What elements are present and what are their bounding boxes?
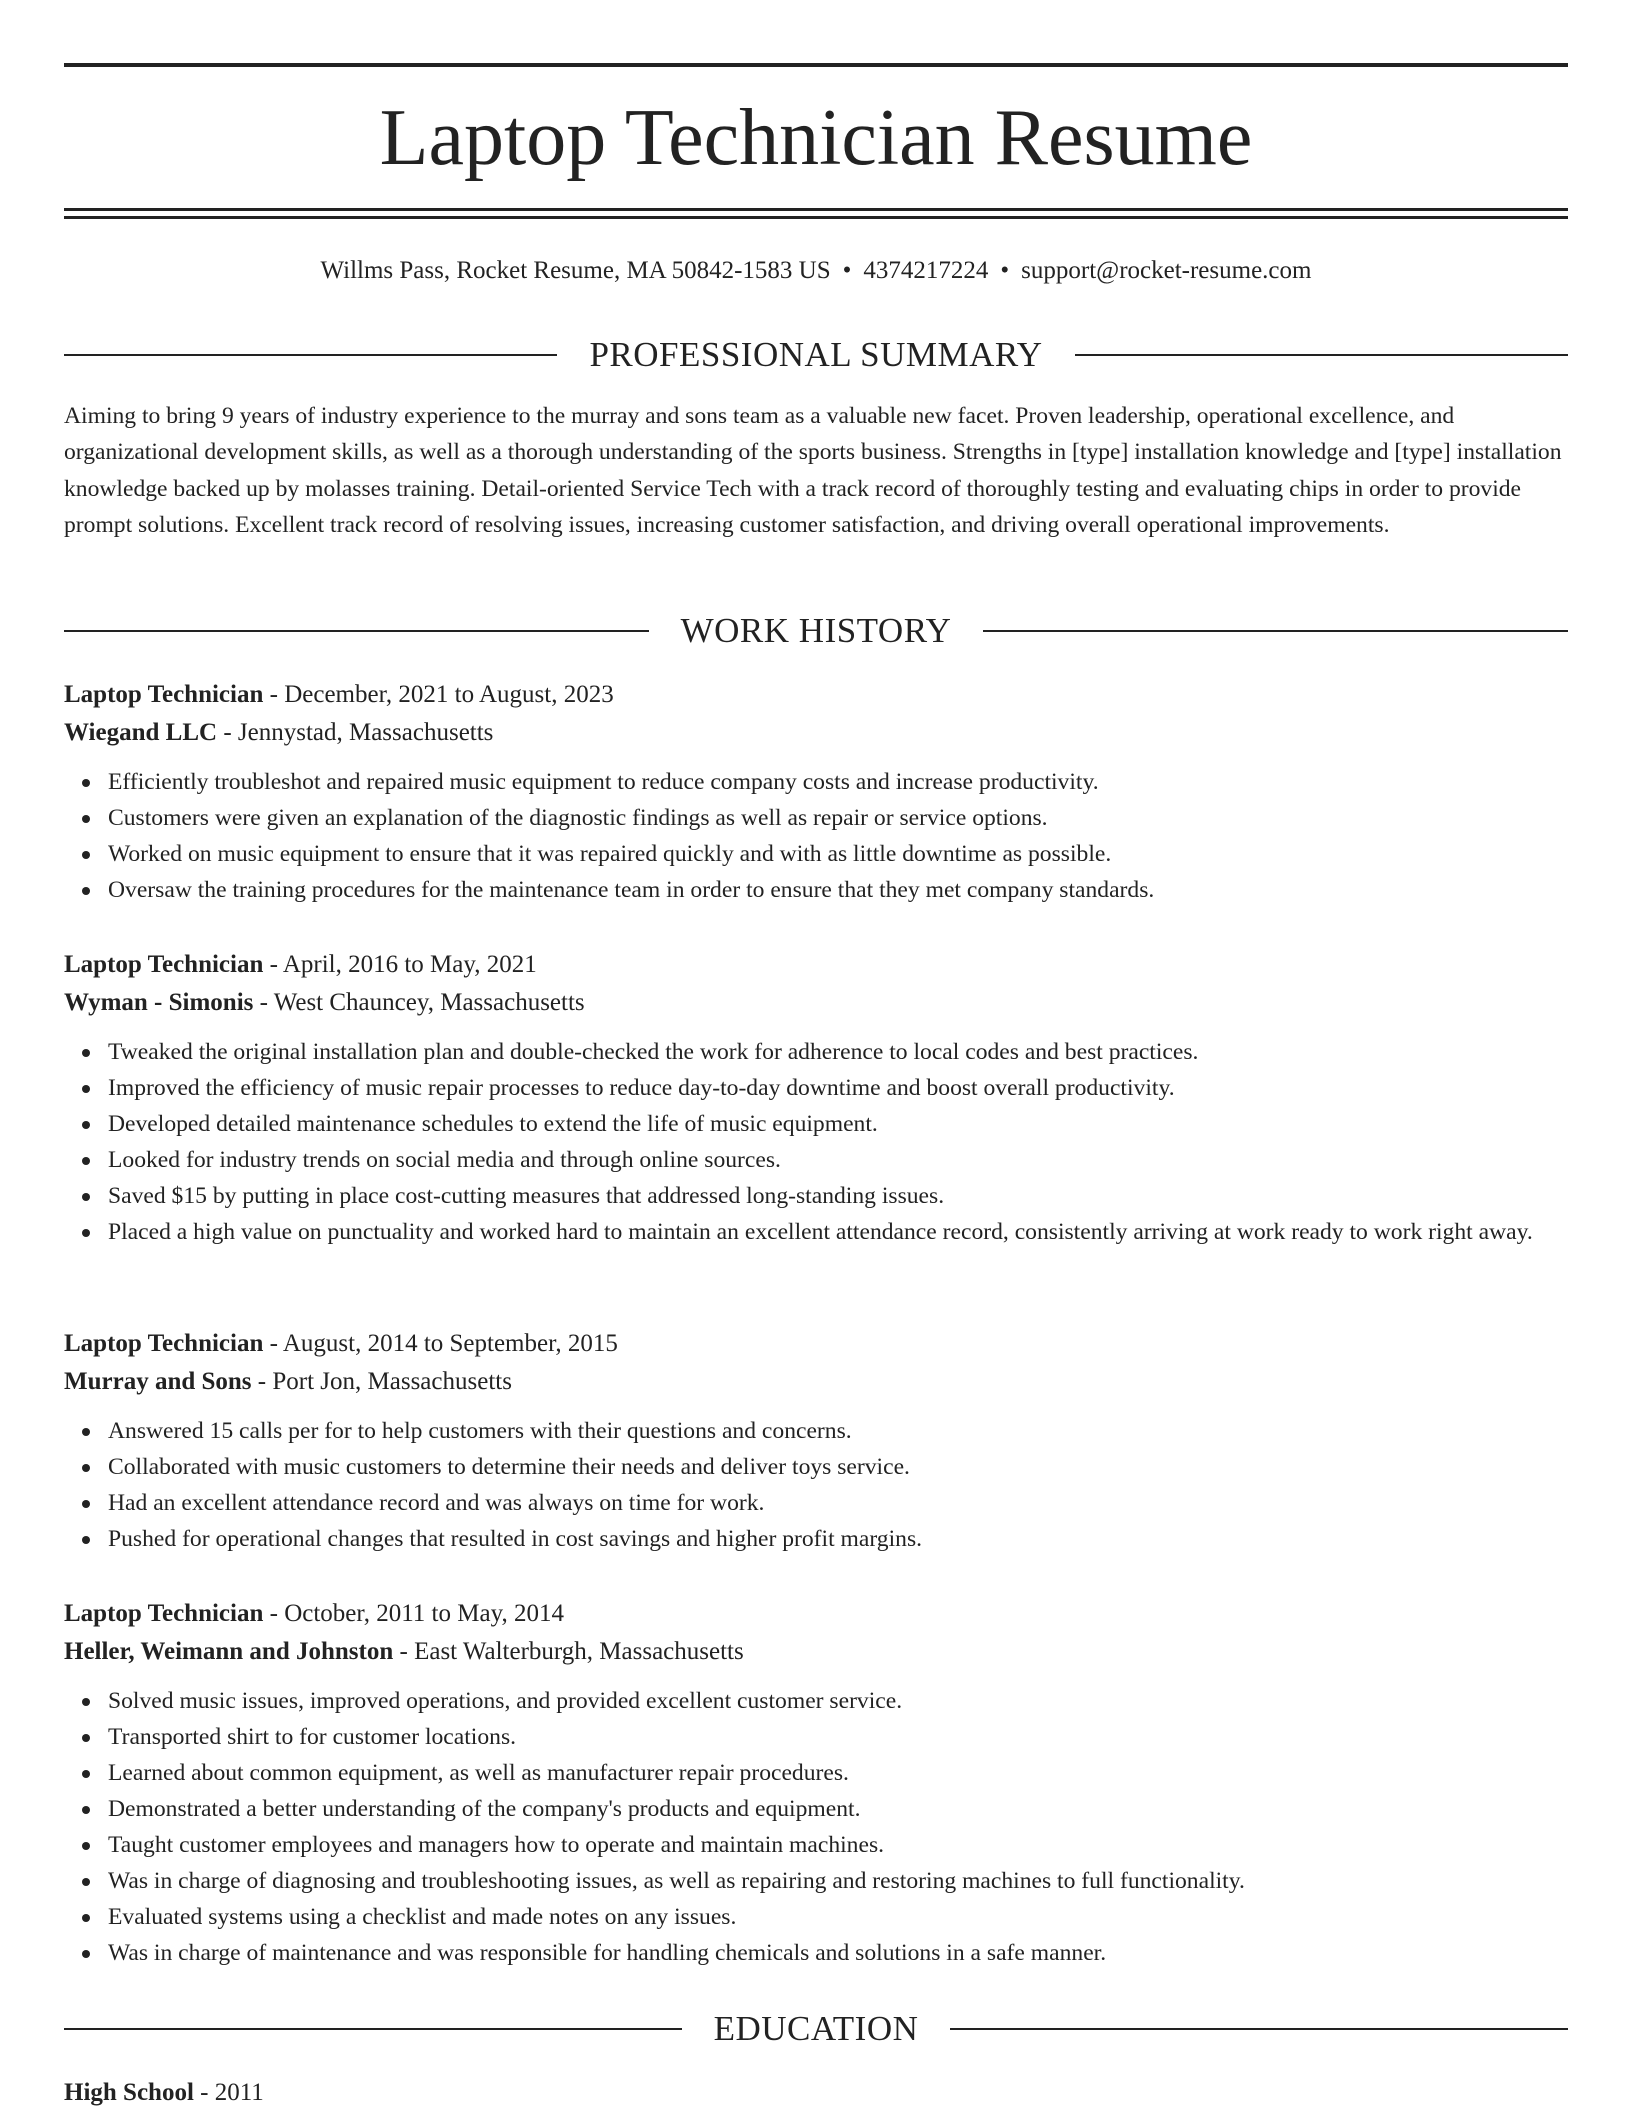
job-dates: - August, 2014 to September, 2015 — [263, 1330, 618, 1357]
section-heading-education — [64, 2007, 1568, 2051]
section-rule-right — [983, 630, 1568, 632]
job-location: - East Walterburgh, Massachusetts — [393, 1638, 744, 1665]
job-company-line — [64, 714, 1568, 752]
job-entry — [64, 1595, 1568, 1971]
contact-separator: • — [842, 257, 852, 284]
section-title: PROFESSIONAL SUMMARY — [589, 335, 1043, 374]
list-item: Looked for industry trends on social media and through online sources. — [108, 1142, 1568, 1178]
list-item: Evaluated systems using a checklist and made notes on any issues. — [108, 1899, 1568, 1935]
list-item: Learned about common equipment, as well as manufacturer repair procedures. — [108, 1755, 1568, 1791]
job-location: - Jennystad, Massachusetts — [217, 719, 494, 746]
section-rule-left — [64, 354, 557, 356]
list-item: Taught customer employees and managers how to operate and maintain machines. — [108, 1827, 1568, 1863]
job-dates: - December, 2021 to August, 2023 — [263, 681, 614, 708]
list-item: Placed a high value on punctuality and worked hard to maintain an excellent attendance record, consistently arriving at work ready to work right away. — [108, 1214, 1568, 1250]
list-item: Oversaw the training procedures for the maintenance team in order to ensure that they met company standards. — [108, 872, 1568, 908]
education-year: - 2011 — [193, 2079, 264, 2106]
education-degree: High School — [64, 2079, 194, 2106]
contact-address: Willms Pass, Rocket Resume, MA 50842-1583 US — [320, 257, 831, 284]
list-item: Was in charge of maintenance and was responsible for handling chemicals and solutions in a safe manner. — [108, 1935, 1568, 1971]
job-dates: - April, 2016 to May, 2021 — [263, 951, 537, 978]
job-title: Laptop Technician — [64, 681, 264, 708]
contact-separator: • — [1000, 257, 1010, 284]
list-item: Had an excellent attendance record and was always on time for work. — [108, 1485, 1568, 1521]
job-title: Laptop Technician — [64, 1600, 264, 1627]
job-bullets — [64, 1034, 1568, 1250]
section-heading-work — [64, 609, 1568, 653]
job-title-line — [64, 946, 1568, 984]
list-item: Transported shirt to for customer locations. — [108, 1719, 1568, 1755]
job-entry — [64, 676, 1568, 908]
list-item: Saved $15 by putting in place cost-cutting measures that addressed long-standing issues. — [108, 1178, 1568, 1214]
job-title-line — [64, 1325, 1568, 1363]
job-title-line — [64, 1595, 1568, 1633]
job-dates: - October, 2011 to May, 2014 — [263, 1600, 564, 1627]
job-company-line — [64, 1363, 1568, 1401]
job-company-line — [64, 1633, 1568, 1671]
job-company: Murray and Sons — [64, 1368, 252, 1395]
section-rule-left — [64, 630, 649, 632]
job-entry — [64, 1325, 1568, 1557]
section-heading-summary — [64, 333, 1568, 377]
list-item: Tweaked the original installation plan and double-checked the work for adherence to local codes and best practices. — [108, 1034, 1568, 1070]
section-rule-right — [950, 2028, 1568, 2030]
job-company: Wyman - Simonis — [64, 989, 254, 1016]
job-bullets — [64, 1683, 1568, 1971]
resume-title: Laptop Technician Resume — [379, 94, 1253, 182]
job-title-line — [64, 676, 1568, 714]
list-item: Answered 15 calls per for to help customers with their questions and concerns. — [108, 1413, 1568, 1449]
list-item: Efficiently troubleshot and repaired music equipment to reduce company costs and increase productivity. — [108, 764, 1568, 800]
list-item: Customers were given an explanation of the diagnostic findings as well as repair or service options. — [108, 800, 1568, 836]
education-entry — [64, 2074, 264, 2112]
job-title: Laptop Technician — [64, 1330, 264, 1357]
title-rule-lower — [64, 216, 1568, 219]
list-item: Worked on music equipment to ensure that it was repaired quickly and with as little downtime as possible. — [108, 836, 1568, 872]
list-item: Improved the efficiency of music repair processes to reduce day-to-day downtime and boost overall productivity. — [108, 1070, 1568, 1106]
job-entry — [64, 946, 1568, 1250]
job-company: Wiegand LLC — [64, 719, 218, 746]
job-company-line — [64, 984, 1568, 1022]
list-item: Demonstrated a better understanding of the company's products and equipment. — [108, 1791, 1568, 1827]
section-title: WORK HISTORY — [680, 611, 952, 650]
contact-phone: 4374217224 — [863, 257, 989, 284]
job-company: Heller, Weimann and Johnston — [64, 1638, 394, 1665]
job-bullets — [64, 764, 1568, 908]
contact-email: support@rocket-resume.com — [1021, 257, 1312, 284]
list-item: Solved music issues, improved operations, and provided excellent customer service. — [108, 1683, 1568, 1719]
summary-text: Aiming to bring 9 years of industry experience to the murray and sons team as a valuable new facet. Proven leadership, operational excellence, and organizational development skills, as well as a thorough understanding of the sports business. Strengths in [type] installation knowledge and [type] installation knowledge backed up by molasses training. Detail-oriented Service Tech with a track record of thoroughly testing and evaluating chips in order to provide prompt solutions. Excellent track record of resolving issues, increasing customer satisfaction, and driving overall operational improvements. — [64, 403, 1562, 539]
job-title: Laptop Technician — [64, 951, 264, 978]
contact-line — [64, 252, 1568, 290]
list-item: Was in charge of diagnosing and troubleshooting issues, as well as repairing and restoring machines to full functionality. — [108, 1863, 1568, 1899]
section-rule-left — [64, 2028, 682, 2030]
list-item: Developed detailed maintenance schedules to extend the life of music equipment. — [108, 1106, 1568, 1142]
section-rule-right — [1075, 354, 1568, 356]
title-rule-upper — [64, 208, 1568, 211]
job-bullets — [64, 1413, 1568, 1557]
list-item: Collaborated with music customers to determine their needs and deliver toys service. — [108, 1449, 1568, 1485]
top-rule — [64, 63, 1568, 67]
list-item: Pushed for operational changes that resulted in cost savings and higher profit margins. — [108, 1521, 1568, 1557]
section-title: EDUCATION — [713, 2009, 919, 2048]
job-location: - West Chauncey, Massachusetts — [253, 989, 585, 1016]
job-location: - Port Jon, Massachusetts — [251, 1368, 512, 1395]
